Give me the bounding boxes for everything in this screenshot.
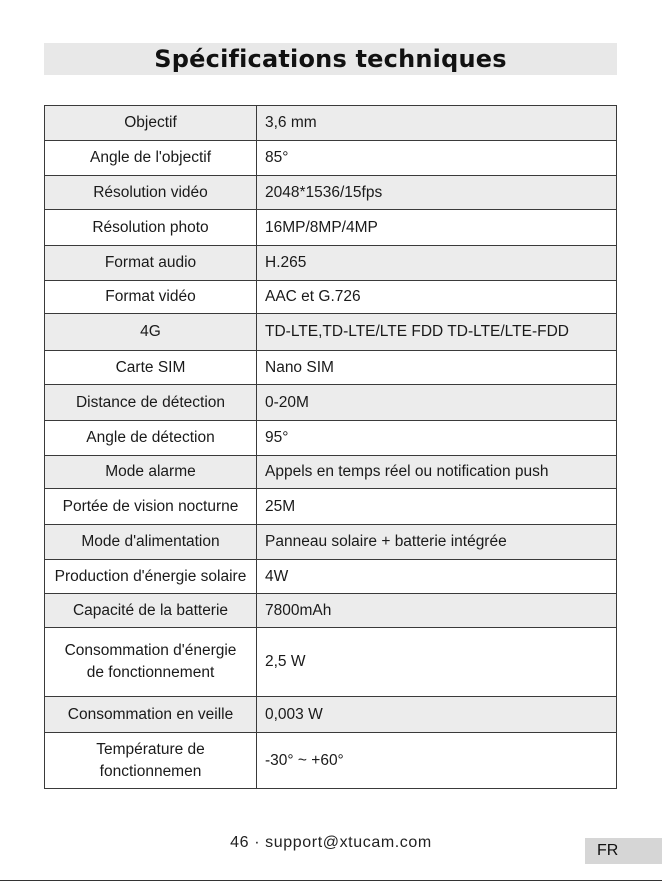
spec-label: Mode d'alimentation — [45, 525, 257, 560]
spec-value: 0,003 W — [257, 697, 617, 733]
spec-label: Consommation en veille — [45, 697, 257, 733]
spec-value: 95° — [257, 421, 617, 456]
table-row — [45, 141, 617, 176]
spec-value: 4W — [257, 560, 617, 594]
spec-value: 85° — [257, 141, 617, 176]
spec-label: Consommation d'énergie de fonctionnement — [45, 628, 257, 697]
spec-label: Résolution vidéo — [45, 176, 257, 210]
spec-value: Panneau solaire + batterie intégrée — [257, 525, 617, 560]
table-row — [45, 594, 617, 628]
table-row — [45, 314, 617, 351]
spec-label: Production d'énergie solaire — [45, 560, 257, 594]
spec-value: 0-20M — [257, 385, 617, 421]
language-tab — [585, 838, 662, 864]
table-row — [45, 456, 617, 489]
spec-label: Capacité de la batterie — [45, 594, 257, 628]
table-row — [45, 351, 617, 385]
spec-label: Distance de détection — [45, 385, 257, 421]
table-row — [45, 176, 617, 210]
spec-label: Résolution photo — [45, 210, 257, 246]
spec-label: Mode alarme — [45, 456, 257, 489]
spec-label: 4G — [45, 314, 257, 351]
table-row — [45, 246, 617, 281]
bottom-rule — [0, 880, 662, 881]
table-row — [45, 106, 617, 141]
table-row — [45, 210, 617, 246]
title-bar — [44, 43, 617, 75]
page-title: Spécifications techniques — [154, 45, 507, 73]
table-row — [45, 525, 617, 560]
spec-label: Carte SIM — [45, 351, 257, 385]
specs-table — [44, 105, 617, 789]
table-row — [45, 560, 617, 594]
page-footer: 46 · support@xtucam.com — [230, 834, 432, 851]
spec-value: AAC et G.726 — [257, 281, 617, 314]
spec-value: Nano SIM — [257, 351, 617, 385]
table-row — [45, 628, 617, 697]
spec-value: 3,6 mm — [257, 106, 617, 141]
spec-label: Format vidéo — [45, 281, 257, 314]
spec-label: Angle de l'objectif — [45, 141, 257, 176]
specs-table-body — [45, 106, 617, 789]
spec-value: Appels en temps réel ou notification push — [257, 456, 617, 489]
spec-label: Objectif — [45, 106, 257, 141]
spec-value: TD-LTE,TD-LTE/LTE FDD TD-LTE/LTE-FDD — [257, 314, 617, 351]
spec-label: Format audio — [45, 246, 257, 281]
spec-label: Température de fonctionnemen — [45, 733, 257, 789]
spec-value: 16MP/8MP/4MP — [257, 210, 617, 246]
spec-label: Portée de vision nocturne — [45, 489, 257, 525]
table-row — [45, 697, 617, 733]
table-row — [45, 733, 617, 789]
spec-value: H.265 — [257, 246, 617, 281]
table-row — [45, 421, 617, 456]
spec-value: 25M — [257, 489, 617, 525]
table-row — [45, 489, 617, 525]
spec-label: Angle de détection — [45, 421, 257, 456]
table-row — [45, 281, 617, 314]
spec-value: 2,5 W — [257, 628, 617, 697]
table-row — [45, 385, 617, 421]
language-label: FR — [597, 842, 619, 859]
spec-value: 2048*1536/15fps — [257, 176, 617, 210]
spec-value: -30° ~ +60° — [257, 733, 617, 789]
spec-value: 7800mAh — [257, 594, 617, 628]
